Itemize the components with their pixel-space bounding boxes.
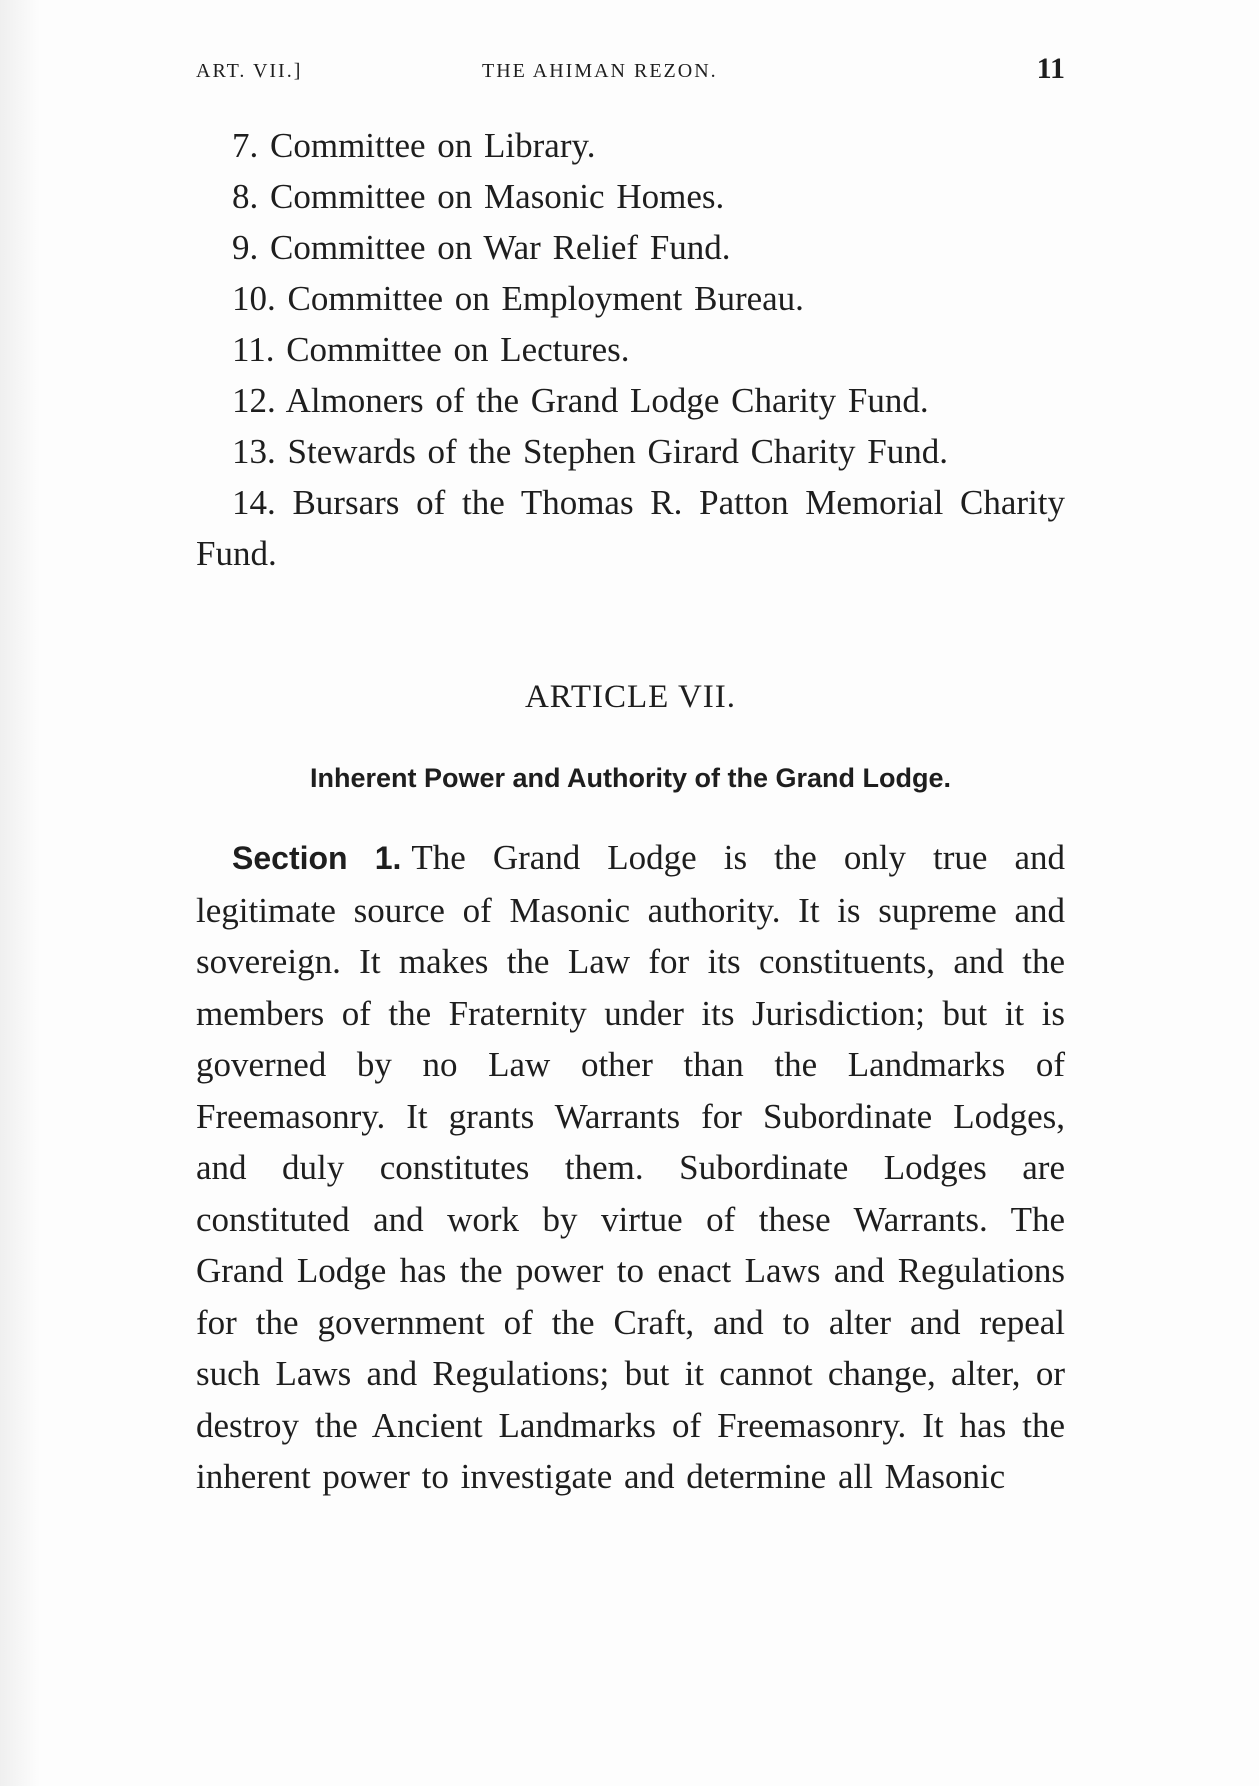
text-column	[196, 120, 1065, 1538]
section-paragraph	[196, 832, 1065, 1503]
running-head-article: ART. VII.]	[196, 60, 303, 82]
list-item: 11. Committee on Lectures.	[232, 330, 630, 369]
running-head-title: THE AHIMAN REZON.	[482, 60, 718, 82]
list-item: 8. Committee on Masonic Homes.	[232, 177, 725, 216]
running-head	[196, 52, 1065, 92]
page-edge-shadow	[0, 0, 40, 1786]
section-label: Section 1.	[232, 840, 402, 876]
list-item: 13. Stewards of the Stephen Girard Charity Fund.	[232, 432, 949, 471]
section-text: The Grand Lodge is the only true and legitimate source of Masonic authority. It is supreme and sovereign. It makes the Law for its constituents, and the members of the Fraternity under its Jurisdiction; but it is governed by no Law other than the Landmarks of Freemasonry. It grants Warrants for Subordinate Lodges, and duly constitutes them. Subordinate Lodges are constituted and work by virtue of these Warrants. The Grand Lodge has the power to enact Laws and Regulations for the government of the Craft, and to alter and repeal such Laws and Regulations; but it cannot change, alter, or destroy the Ancient Landmarks of Freemasonry. It has the inherent power to investigate and determine all Masonic	[196, 838, 1066, 1496]
list-item: 9. Committee on War Relief Fund.	[232, 228, 731, 267]
list-item: 7. Committee on Library.	[232, 126, 596, 165]
list-item: 14. Bursars of the Thomas R. Patton Memorial Charity Fund.	[196, 483, 1065, 573]
article-heading: ARTICLE VII.	[524, 679, 737, 715]
list-item: 10. Committee on Employment Bureau.	[232, 279, 804, 318]
article-subtitle: Inherent Power and Authority of the Grand Lodge.	[309, 763, 951, 793]
page-number: 11	[1036, 52, 1065, 85]
list-item: 12. Almoners of the Grand Lodge Charity Fund.	[232, 381, 929, 420]
